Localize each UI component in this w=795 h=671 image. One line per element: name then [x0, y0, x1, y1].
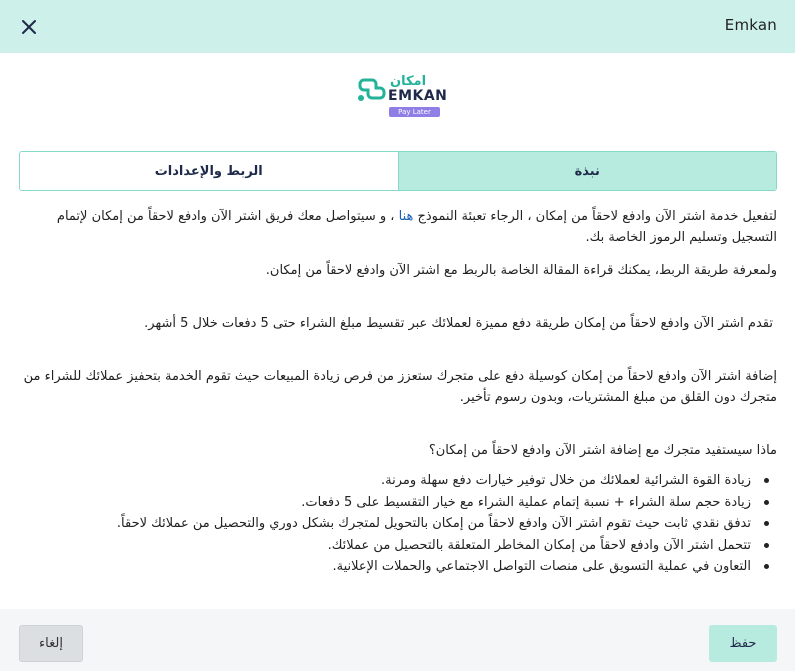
intro-text-start: لتفعيل خدمة اشتر الآن وادفع لاحقاً من إمكان ، الرجاء تعبئة النموذج	[413, 209, 777, 224]
tab-bar	[19, 151, 777, 191]
dialog-footer	[0, 609, 795, 671]
cancel-button[interactable]: إلغاء	[19, 625, 83, 662]
save-button[interactable]: حفظ	[709, 625, 777, 662]
form-link[interactable]: هنا	[398, 209, 414, 224]
close-icon[interactable]	[19, 17, 39, 37]
intro-paragraph	[19, 206, 777, 248]
logo-pay-later-badge: Pay Later	[389, 107, 440, 117]
list-item: زيادة القوة الشرائية لعملائك من خلال توفير خيارات دفع سهلة ومرنة.	[19, 470, 777, 492]
tab-settings[interactable]: الربط والإعدادات	[20, 152, 399, 190]
list-item: التعاون في عملية التسويق على منصات التواصل الاجتماعي والحملات الإعلانية.	[19, 556, 777, 578]
sales-paragraph: إضافة اشتر الآن وادفع لاحقاً من إمكان كوسيلة دفع على متجرك ستعزز من فرص زيادة المبيعات حيث تقوم الخدمة بتحفيز عملائك للشراء من متجرك دون القلق من مبلغ المشتريات، وبدون رسوم تأخير.	[23, 369, 777, 405]
benefits-heading: ماذا سيستفيد متجرك مع إضافة اشتر الآن وادفع لاحقاً من إمكان؟	[428, 443, 777, 458]
integration-paragraph: ولمعرفة طريقة الربط، يمكنك قراءة المقالة الخاصة بالربط مع اشتر الآن وادفع لاحقاً من إمكان.	[265, 263, 777, 278]
intro-text-end: ، و سيتواصل معك فريق اشتر الآن وادفع لاحقاً من إمكان لإتمام التسجيل وتسليم الرموز الخاصة بك.	[56, 209, 777, 245]
benefits-list	[19, 470, 777, 578]
emkan-logo	[354, 74, 448, 120]
list-item: تدفق نقدي ثابت حيث تقوم اشتر الآن وادفع لاحقاً من إمكان بالتحويل لمتجرك بشكل دوري والتحصيل من عملائك لاحقاً.	[19, 513, 777, 535]
dialog-header	[0, 0, 795, 53]
offer-paragraph: تقدم اشتر الآن وادفع لاحقاً من إمكان طريقة دفع مميزة لعملائك عبر تقسيط مبلغ الشراء حتى 5 دفعات خلال 5 أشهر.	[144, 316, 773, 331]
list-item: تتحمل اشتر الآن وادفع لاحقاً من إمكان المخاطر المتعلقة بالتحصيل من عملائك.	[19, 535, 777, 557]
logo-arabic-text: امكان	[390, 74, 427, 89]
logo-english-text: EMKAN	[388, 88, 448, 104]
tab-about[interactable]: نبذة	[399, 152, 777, 190]
list-item: زيادة حجم سلة الشراء + نسبة إتمام عملية الشراء مع خيار التقسيط على 5 دفعات.	[19, 492, 777, 514]
dialog-title: Emkan	[724, 16, 777, 34]
emkan-logo-mark-icon	[354, 76, 386, 106]
